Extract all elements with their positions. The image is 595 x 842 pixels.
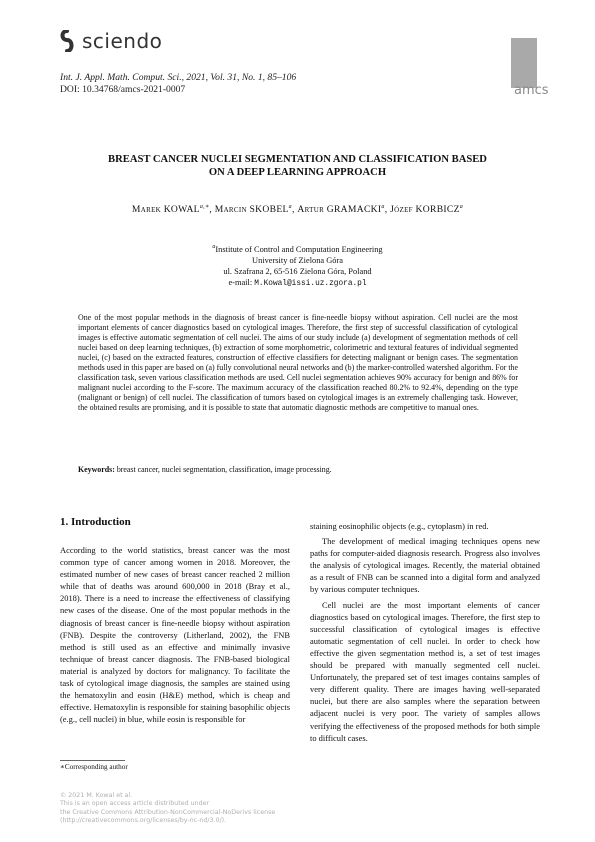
license-line: This is an open access article distributed under	[60, 800, 210, 808]
body-column-right	[310, 520, 540, 744]
body-paragraph: According to the world statistics, breast cancer was the most common type of cancer among women in 2018. Moreover, the estimated number of new cases of breast cancer reached 2 million while that of deaths was around 600,000 in 2018 (Bray et al., 2018). There is a need to increase the effectiveness of classifying new cases of the disease. One of the most popular methods in the diagnosis of breast cancer is fine-needle biopsy without aspiration (FNB). Despite the controversy (Litherland, 2002), the FNB method is still used as an effective and minimally invasive technique of breast cancer diagnosis. The FNB-based biological material is analyzed by doctors for malignancy. To facilitate the task of cytological image diagnosis, the samples are stained using the hematoxylin and eosin (H&E) method, which is cheap and effective. Hematoxylin is responsible for staining basophilic objects (e.g., cell nuclei) in blue, while eosin is responsible for	[60, 545, 290, 725]
keywords	[78, 465, 518, 474]
author-affil-mark: a	[459, 204, 464, 210]
email-link[interactable]: M.Kowal@issi.uz.zgora.pl	[254, 279, 367, 288]
license-line: the Creative Commons Attribution-NonCommercial-NoDerivs license	[60, 808, 276, 816]
license-notice	[60, 792, 275, 825]
journal-citation	[60, 72, 296, 96]
body-paragraph: The development of medical imaging techniques opens new paths for computer-aided diagnosis research. Progress also involves the analysis of cytological images. Recently, the material obtained as a result of FNB can be scanned into a digital form and analyzed by various computer techniques.	[310, 536, 540, 595]
amcs-logo-label: amcs	[514, 83, 549, 98]
affiliation-line: ul. Szafrana 2, 65-516 Zielona Góra, Poland	[223, 266, 372, 276]
sciendo-mark-icon	[58, 30, 76, 52]
affiliation-mark: a	[212, 244, 216, 250]
keywords-label: Keywords:	[78, 465, 115, 474]
abstract: One of the most popular methods in the diagnosis of breast cancer is fine-needle biopsy without aspiration. Cell nuclei are the most important elements of cancer diagnostics based on cytological images. Therefore, the first step of successful classification of cytological images is effective automatic segmentation of cell nuclei. The aims of our study include (a) development of segmentation methods of cell nuclei based on deep learning techniques, (b) extraction of some morphometric, colorimetric and textural features of individual segmented nuclei, (c) based on the extracted features, construction of effective classifiers for detecting malignant or benign cases. The segmentation methods used in this paper are based on (a) fully convolutional neural networks and (b) the marker-controlled watershed algorithm. For the classification task, seven various classification methods are used. Cell nuclei segmentation achieves 90% accuracy for benign and 86% for malignant nuclei according to the F-score. The maximum accuracy of the classification reached 80.2% to 92.4%, depending on the type (malignant or benign) of cell nuclei. The classification of tumors based on cytological images is an extremely challenging task. However, the obtained results are promising, and it is possible to state that automatic diagnostic methods are competitive to manual ones.	[78, 313, 518, 413]
author-affil-mark: a,∗	[199, 204, 210, 210]
title-line: ON A DEEP LEARNING APPROACH	[208, 167, 387, 178]
footnote-rule	[60, 760, 125, 761]
body-column-left	[60, 544, 290, 725]
amcs-logo-box	[511, 38, 537, 88]
author-name: Marcin SKOBEL	[214, 204, 289, 216]
license-line: © 2021 M. Kowal et al.	[60, 792, 133, 799]
author-list: Marek $KOWAL^{a,∗}$, Marcin SKOBEL$^a$, Artur GRAMACKI$^a$, Józef KORBICZ$^a$	[131, 204, 464, 216]
title-line: BREAST CANCER NUCLEI SEGMENTATION AND CLASSIFICATION BASED	[108, 154, 487, 165]
author-name: Marek KOWAL	[131, 204, 200, 216]
affiliation-line: University of Zielona Góra	[252, 255, 343, 265]
section-heading: 1. Introduction	[60, 516, 131, 528]
paper-title	[60, 153, 535, 179]
email-label: e-mail:	[228, 277, 253, 287]
affiliation-line: Institute of Control and Computation Engineering	[215, 244, 383, 254]
affiliation	[160, 242, 435, 290]
journal-line: Int. J. Appl. Math. Comput. Sci., 2021, Vol. 31, No. 1, 85–106	[60, 72, 297, 83]
body-paragraph: staining eosinophilic objects (e.g., cytoplasm) in red.	[310, 521, 489, 531]
body-paragraph: Cell nuclei are the most important elements of cancer diagnostics based on cytological images. Therefore, the first step to successful classification of cytological images is effective automatic segmentation of cell nuclei. In order to check how effective the given segmentation method is, a set of test images should be prepared with manually segmented cell nuclei. Unfortunately, the prepared set of test images contains samples of very different quality. There are images having well-separated nuclei, but there are also samples where the separation between adjacent nuclei is very poor. The variety of samples allows verifying the effectiveness of the proposed methods for both simple to difficult cases.	[310, 599, 540, 743]
author-name: Artur GRAMACKI	[297, 204, 382, 216]
author-affil-mark: a	[288, 204, 292, 210]
doi-line: DOI: 10.34768/amcs-2021-0007	[60, 84, 186, 95]
keywords-list: breast cancer, nuclei segmentation, classification, image processing.	[116, 465, 332, 474]
publisher-name: sciendo	[82, 29, 163, 53]
publisher-logo	[58, 29, 162, 53]
author-affil-mark: a	[381, 204, 385, 210]
author-name: Józef KORBICZ	[390, 204, 460, 216]
license-link[interactable]: (http://creativecommons.org/licenses/by-nc-nd/3.0/).	[60, 816, 227, 824]
footnote: ∗Corresponding author	[60, 763, 128, 771]
